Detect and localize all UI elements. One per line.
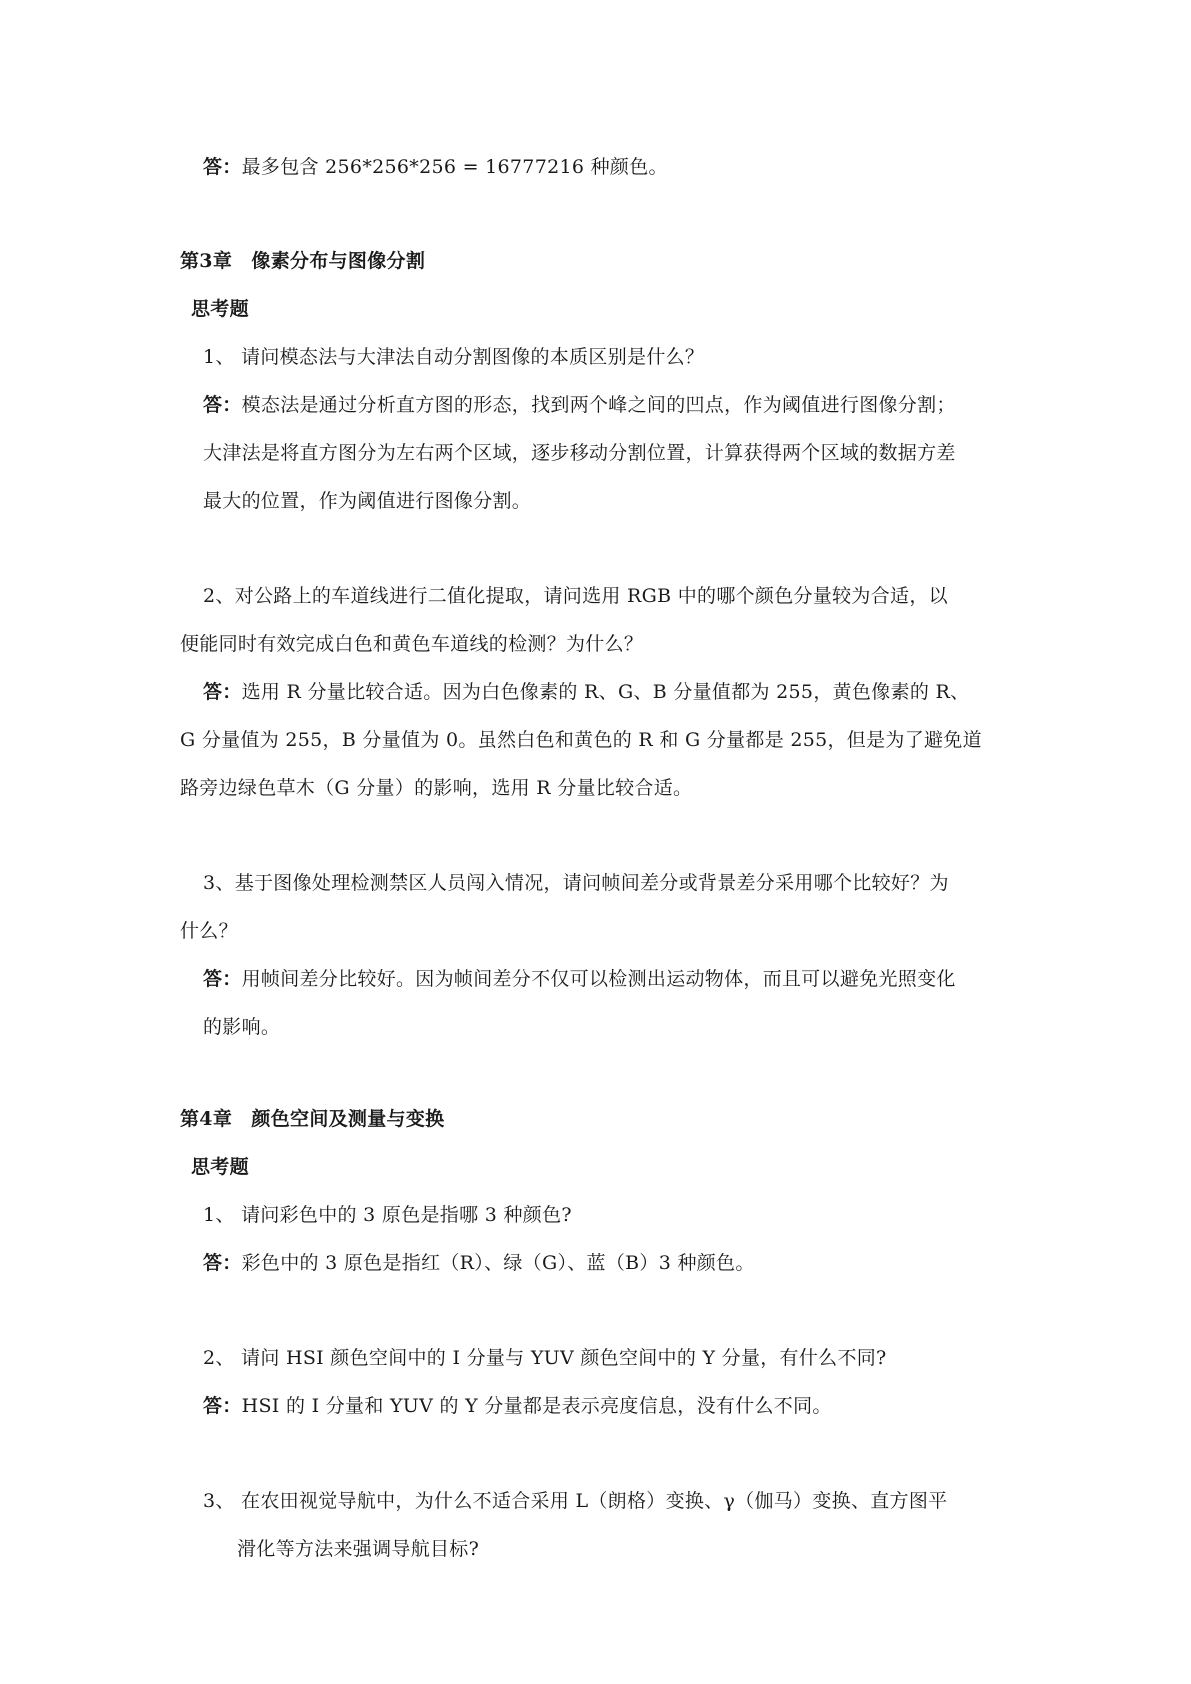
ch3-q1-question: 1、 请问模态法与大津法自动分割图像的本质区别是什么？	[203, 346, 705, 368]
intro-answer	[203, 154, 668, 180]
ch3-q1-answer-line2: 大津法是将直方图分为左右两个区域，逐步移动分割位置，计算获得两个区域的数据方差	[203, 442, 956, 464]
ch3-q2-question-line2: 便能同时有效完成白色和黄色车道线的检测？为什么？	[180, 633, 644, 655]
chapter4-title: 第4章 颜色空间及测量与变换	[180, 1108, 445, 1130]
ch4-q2-question: 2、 请问 HSI 颜色空间中的 I 分量与 YUV 颜色空间中的 Y 分量，有什么不同?	[203, 1347, 887, 1369]
ch4-q3-question-line1: 3、 在农田视觉导航中，为什么不适合采用 L（朗格）变换、γ（伽马）变换、直方图平	[203, 1490, 948, 1512]
chapter3-subtitle: 思考题	[191, 298, 249, 320]
answer-text: 选用 R 分量比较合适。因为白色像素的 R、G、B 分量值都为 255，黄色像素的 R、	[241, 681, 970, 703]
answer-text: HSI 的 I 分量和 YUV 的 Y 分量都是表示亮度信息，没有什么不同。	[241, 1395, 832, 1417]
ch3-q3-question-line1: 3、基于图像处理检测禁区人员闯入情况，请问帧间差分或背景差分采用哪个比较好？为	[203, 872, 949, 894]
answer-label: 答：	[203, 1252, 242, 1274]
answer-label: 答：	[203, 156, 242, 178]
chapter4-subtitle: 思考题	[191, 1156, 249, 1178]
ch4-q2-answer	[203, 1393, 832, 1419]
ch4-q1-answer	[203, 1250, 755, 1276]
ch3-q2-question-line1: 2、对公路上的车道线进行二值化提取，请问选用 RGB 中的哪个颜色分量较为合适，以	[203, 585, 948, 607]
ch3-q3-question-line2: 什么？	[180, 920, 238, 942]
answer-text: 彩色中的 3 原色是指红（R）、绿（G）、蓝（B）3 种颜色。	[241, 1252, 755, 1274]
chapter3-title: 第3章 像素分布与图像分割	[180, 250, 426, 272]
ch4-q1-question: 1、 请问彩色中的 3 原色是指哪 3 种颜色?	[203, 1204, 572, 1226]
answer-label: 答：	[203, 681, 242, 703]
answer-text: 模态法是通过分析直方图的形态，找到两个峰之间的凹点，作为阈值进行图像分割；	[241, 394, 956, 416]
answer-text: 最多包含 256*256*256 = 16777216 种颜色。	[241, 156, 668, 178]
ch3-q2-answer-line1	[203, 679, 969, 705]
answer-text: 用帧间差分比较好。因为帧间差分不仅可以检测出运动物体，而且可以避免光照变化	[241, 968, 956, 990]
ch3-q1-answer-line3: 最大的位置，作为阈值进行图像分割。	[203, 490, 532, 512]
answer-label: 答：	[203, 394, 242, 416]
ch3-q2-answer-line3: 路旁边绿色草木（G 分量）的影响，选用 R 分量比较合适。	[180, 777, 693, 799]
answer-label: 答：	[203, 968, 242, 990]
ch4-q3-question-line2: 滑化等方法来强调导航目标?	[237, 1538, 480, 1560]
ch3-q3-answer-line1	[203, 966, 956, 992]
ch3-q1-answer-line1	[203, 392, 956, 418]
ch3-q3-answer-line2: 的影响。	[203, 1016, 281, 1038]
answer-label: 答：	[203, 1395, 242, 1417]
ch3-q2-answer-line2: G 分量值为 255，B 分量值为 0。虽然白色和黄色的 R 和 G 分量都是 255，但是为了避免道	[180, 729, 982, 751]
